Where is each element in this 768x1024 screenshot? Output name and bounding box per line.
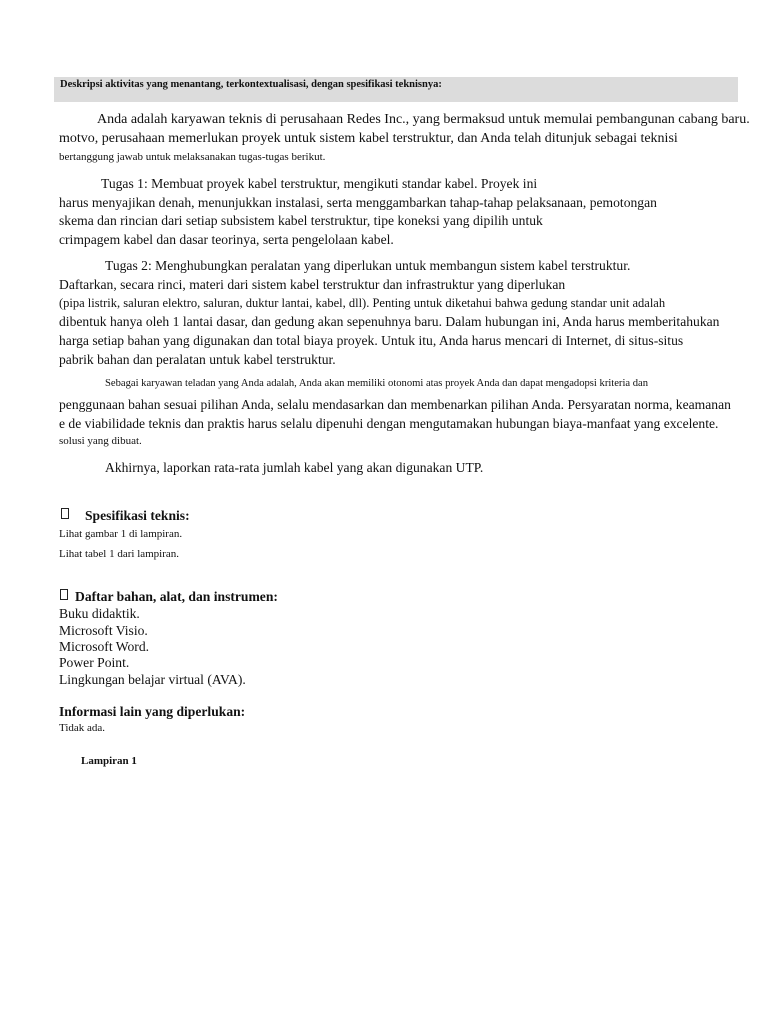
- intro-line-3: bertanggung jawab untuk melaksanakan tugas-tugas berikut.: [59, 151, 326, 163]
- task2-line-3: (pipa listrik, saluran elektro, saluran, duktur lantai, kabel, dll). Penting untuk diketahui bahwa gedung standar unit adalah: [59, 296, 666, 310]
- materials-heading-row: [60, 588, 278, 606]
- materials-item-2: Microsoft Visio.: [59, 623, 148, 638]
- checkbox-icon: [60, 589, 68, 600]
- task1-line-3: skema dan rincian dari setiap subsistem kabel terstruktur, tipe koneksi yang dipilih untuk: [59, 213, 543, 228]
- employee-line-4: solusi yang dibuat.: [59, 435, 142, 447]
- intro-line-1: Anda adalah karyawan teknis di perusahaan Redes Inc., yang bermaksud untuk memulai pembangunan cabang baru.: [97, 112, 750, 127]
- specs-item-2: Lihat tabel 1 dari lampiran.: [59, 548, 180, 560]
- employee-line-2: penggunaan bahan sesuai pilihan Anda, selalu mendasarkan dan membenarkan pilihan Anda. Persyaratan norma, keamanan: [59, 397, 731, 412]
- section-header: [54, 77, 738, 102]
- employee-line-3: e de viabilidade teknis dan praktis harus selalu dipenuhi dengan mengutamakan hubungan biaya-manfaat yang excelente.: [59, 416, 719, 431]
- materials-item-5: Lingkungan belajar virtual (AVA).: [59, 672, 246, 687]
- section-header-title: Deskripsi aktivitas yang menantang, terkontextualisasi, dengan spesifikasi teknisnya:: [60, 79, 442, 90]
- checkbox-icon: [61, 508, 69, 519]
- task1-line-4: crimpagem kabel dan dasar teorinya, serta pengelolaan kabel.: [59, 232, 394, 247]
- materials-item-4: Power Point.: [59, 655, 130, 670]
- task2-line-1: Tugas 2: Menghubungkan peralatan yang diperlukan untuk membangun sistem kabel terstruktur.: [105, 258, 631, 273]
- employee-line-1: Sebagai karyawan teladan yang Anda adalah, Anda akan memiliki otonomi atas proyek Anda dan dapat mengadopsi kriteria dan: [105, 378, 649, 389]
- materials-item-1: Buku didaktik.: [59, 606, 140, 621]
- other-info-heading: Informasi lain yang diperlukan:: [59, 704, 246, 719]
- task2-line-4: dibentuk hanya oleh 1 lantai dasar, dan gedung akan sepenuhnya baru. Dalam hubungan ini, Anda harus memberitahukan: [59, 314, 720, 329]
- task2-line-6: pabrik bahan dan peralatan untuk kabel terstruktur.: [59, 352, 336, 367]
- specs-item-1: Lihat gambar 1 di lampiran.: [59, 528, 183, 540]
- specs-heading: Spesifikasi teknis:: [85, 508, 190, 523]
- intro-line-2: motvo, perusahaan memerlukan proyek untuk sistem kabel terstruktur, dan Anda telah ditunjuk sebagai teknisi: [59, 131, 678, 146]
- specs-heading-row: [61, 507, 190, 525]
- task1-line-2: harus menyajikan denah, menunjukkan instalasi, serta menggambarkan tahap-tahap pelaksanaan, pemotongan: [59, 195, 657, 210]
- other-info-text: Tidak ada.: [59, 722, 106, 734]
- materials-heading: Daftar bahan, alat, dan instrumen:: [75, 589, 278, 604]
- appendix-title: Lampiran 1: [81, 755, 137, 767]
- task2-line-5: harga setiap bahan yang digunakan dan total biaya proyek. Untuk itu, Anda harus mencari di Internet, di situs-situs: [59, 333, 684, 348]
- final-instruction: Akhirnya, laporkan rata-rata jumlah kabel yang akan digunakan UTP.: [105, 460, 484, 475]
- task1-line-1: Tugas 1: Membuat proyek kabel terstruktur, mengikuti standar kabel. Proyek ini: [101, 176, 538, 191]
- materials-item-3: Microsoft Word.: [59, 639, 150, 654]
- task2-line-2: Daftarkan, secara rinci, materi dari sistem kabel terstruktur dan infrastruktur yang diperlukan: [59, 277, 566, 292]
